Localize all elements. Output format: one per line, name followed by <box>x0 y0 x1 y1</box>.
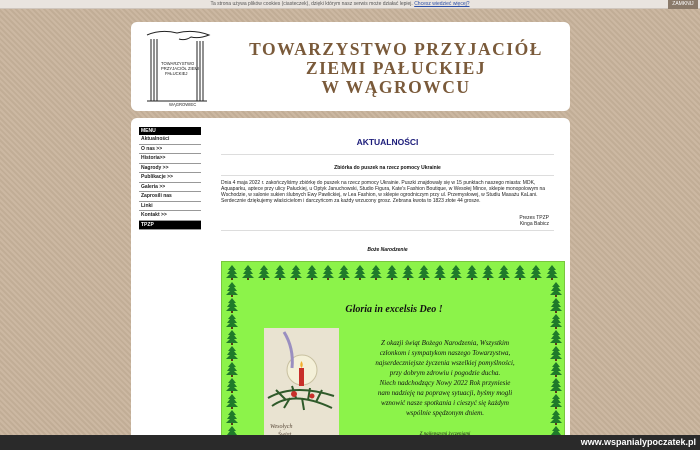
menu-header: MENU <box>139 127 201 135</box>
side-menu <box>139 127 201 230</box>
menu-item-linki[interactable]: Linki <box>139 202 201 212</box>
cookie-close-button[interactable]: ZAMKNIJ <box>668 0 698 9</box>
logo-text-3: PAŁUCKIEJ <box>165 71 188 76</box>
site-title-line-1: TOWARZYSTWO PRZYJACIÓŁ <box>249 39 543 59</box>
site-title-line-3: W WĄGROWCU <box>321 77 471 97</box>
tree-icon <box>466 265 478 280</box>
tree-icon <box>482 265 494 280</box>
candle-icon <box>299 368 304 386</box>
tree-icon <box>386 265 398 280</box>
article2-title: Boże Narodzenie <box>367 247 408 253</box>
tree-icon <box>306 265 318 280</box>
menu-item-galeria[interactable]: Galeria >> <box>139 183 201 193</box>
greeting-line: Z okazji świąt Bożego Narodzenia, Wszystkim <box>380 339 510 347</box>
menu-item-o-nas[interactable]: O nas >> <box>139 145 201 155</box>
christmas-card <box>221 261 565 450</box>
tree-icon <box>402 265 414 280</box>
tree-icon <box>550 346 562 361</box>
signature-role: Prezes TPZP <box>519 215 549 221</box>
card-caption-1: Wesołych <box>270 424 293 430</box>
menu-item-aktualnosci[interactable]: Aktualności <box>139 135 201 145</box>
greeting-line: najserdeczniejsze życzenia wszelkiej pomyślności, <box>375 359 515 367</box>
tree-icon <box>338 265 350 280</box>
tree-icon <box>550 314 562 329</box>
divider <box>221 175 554 176</box>
menu-item-publikacje[interactable]: Publikacje >> <box>139 173 201 183</box>
tree-icon <box>550 378 562 393</box>
tree-icon <box>242 265 254 280</box>
greeting-line: Niech nadchodzący Nowy 2022 Rok przyniesie <box>379 379 511 387</box>
tree-icon <box>226 410 238 425</box>
tree-icon <box>550 410 562 425</box>
content-panel <box>131 118 570 450</box>
article-signature <box>461 215 549 227</box>
card-heading: Gloria in excelsis Deo ! <box>345 304 443 315</box>
tree-icon <box>226 265 238 280</box>
greeting-line: wznowić nasze spotkania i cieszyć się każdym <box>381 399 509 407</box>
tree-icon <box>226 314 238 329</box>
tree-icon <box>274 265 286 280</box>
logo-text-2: PRZYJACIÓŁ ZIEMI <box>161 66 200 71</box>
logo-text-1: TOWARZYSTWO <box>161 61 195 66</box>
watermark-text[interactable]: www.wspanialypoczatek.pl <box>580 437 696 447</box>
tree-icon <box>434 265 446 280</box>
tree-icon <box>498 265 510 280</box>
tree-icon <box>226 394 238 409</box>
tree-icon <box>546 265 558 280</box>
greeting-line: wspólnie spędzonym dniem. <box>406 409 484 417</box>
greeting-line: przy dobrym zdrowiu i pogodzie ducha. <box>389 369 501 377</box>
menu-item-historia[interactable]: Historia>> <box>139 154 201 164</box>
tree-icon <box>550 330 562 345</box>
cookie-more-link[interactable]: Chcesz wiedzieć więcej? <box>414 1 470 7</box>
tree-icon <box>530 265 542 280</box>
tree-icon <box>514 265 526 280</box>
menu-item-kontakt[interactable]: Kontakt >> <box>139 211 201 221</box>
tree-icon <box>418 265 430 280</box>
tree-icon <box>258 265 270 280</box>
tree-icon <box>550 394 562 409</box>
greeting-line: nam nadzieję na poprawę sytuacji, byśmy mogli <box>377 389 513 397</box>
tree-icon <box>550 282 562 297</box>
site-header <box>131 22 570 111</box>
divider <box>221 230 554 231</box>
cookie-message: Ta strona używa plików cookies (ciasteczek), dzięki którym nasz serwis może działać lepiej. <box>210 1 415 7</box>
site-title-line-2: ZIEMI PAŁUCKIEJ <box>305 58 487 78</box>
tree-icon <box>226 330 238 345</box>
page-title: AKTUALNOŚCI <box>356 137 419 147</box>
cookie-bar <box>0 0 700 9</box>
society-logo[interactable] <box>141 27 213 107</box>
tree-icon <box>226 362 238 377</box>
tree-icon <box>450 265 462 280</box>
menu-item-tpzp[interactable]: TPZP <box>139 221 201 231</box>
greeting-line: członkom i sympatykom naszego Towarzystwa, <box>379 349 511 357</box>
divider <box>221 154 554 155</box>
site-title <box>231 40 561 97</box>
logo-text-4: WĄGROWIEC <box>169 102 197 107</box>
article-body: Dnia 4 maja 2022 r. zakończyliśmy zbiórkę do puszek na rzecz pomocy Ukrainie. Puszki znajdowały się w 15 punktach naszego miasta: MDK, Aquaparku, aptece przy ulicy Pałuckiej, u Optyk Januchowski, Studio Figura, Kate's Fashion Boutique, w Wesołej Mince, sklepie monopolowym na Wschodzie, w salonie sukien ślubnych Ewy Pawlickiej, w Lea Fashion, w sklepie ogrodniczym przy ul. Przemysłowej, w Studiu Masażu KaLani. Serdecznie dziękujemy właścicielom i darczyńcom za każdy wrzucony grosz. Zebrana kwota to 1823 złote 44 grosze. <box>221 180 546 204</box>
tree-icon <box>370 265 382 280</box>
tree-icon <box>226 378 238 393</box>
tree-icon <box>226 346 238 361</box>
tree-icon <box>226 282 238 297</box>
tree-icon <box>550 362 562 377</box>
card-greeting <box>345 338 545 418</box>
article-title: Zbiórka do puszek na rzecz pomocy Ukrainie <box>334 165 441 171</box>
tree-icon <box>290 265 302 280</box>
menu-item-zaprosili-nas[interactable]: Zaprosili nas <box>139 192 201 202</box>
candle-picture[interactable] <box>264 328 339 443</box>
watermark-bar <box>0 435 700 450</box>
menu-item-nagrody[interactable]: Nagrody >> <box>139 164 201 174</box>
tree-icon <box>322 265 334 280</box>
tree-icon <box>354 265 366 280</box>
cookie-text <box>0 1 680 7</box>
signature-name: Kinga Babicz <box>519 221 549 227</box>
